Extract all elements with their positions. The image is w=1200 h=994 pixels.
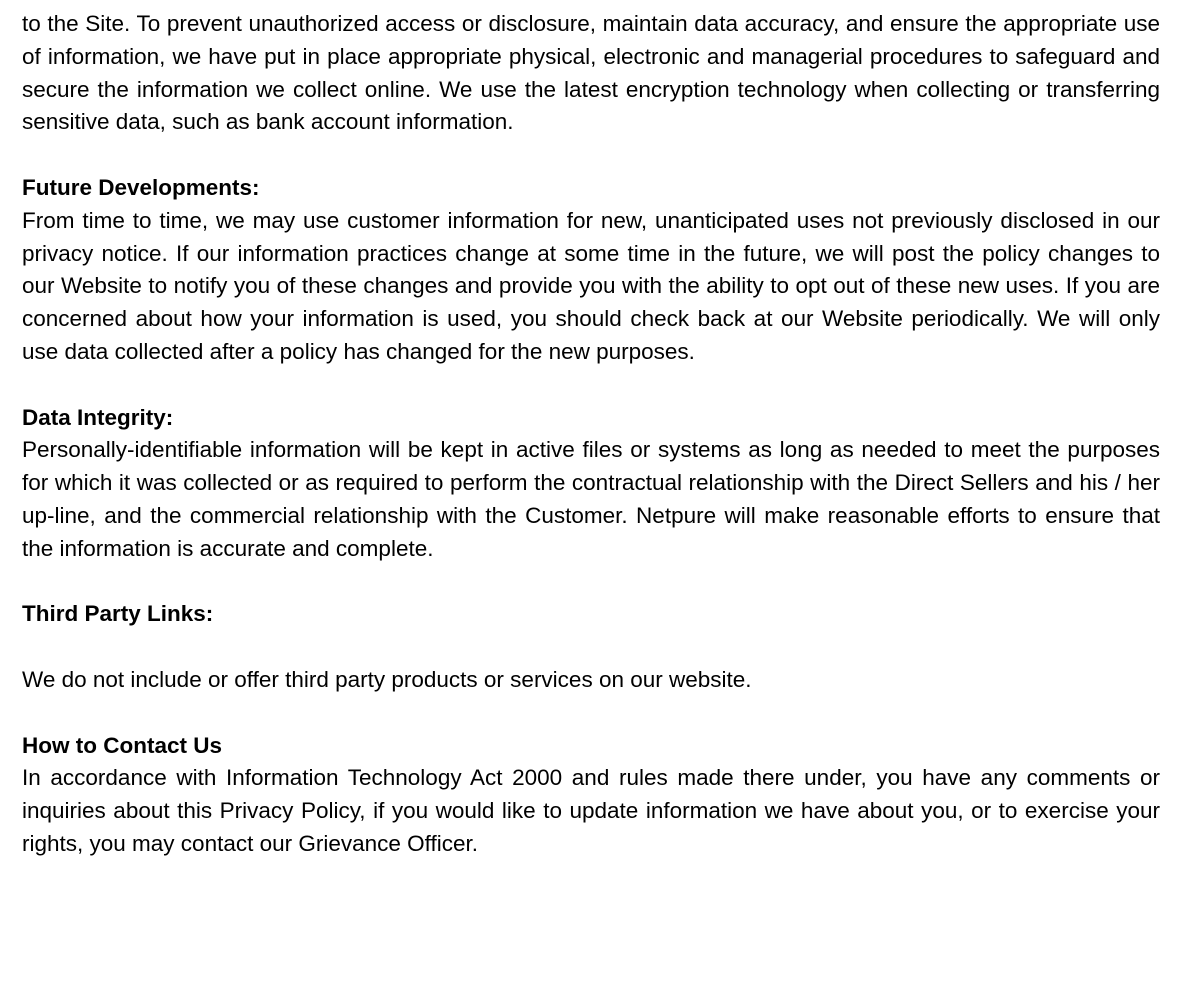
spacer <box>22 631 1160 664</box>
contact-us-paragraph: In accordance with Information Technology Act 2000 and rules made there under, you have any comments or inquiries about this Privacy Policy, if you would like to update information we have about you, or to exercise your rights, you may contact our Grievance Officer. <box>22 765 1160 856</box>
future-developments-paragraph: From time to time, we may use customer information for new, unanticipated uses not previously disclosed in our privacy notice. If our information practices change at some time in the future, we will post the policy changes to our Website to notify you of these changes and provide you with the ability to opt out of these new uses. If you are concerned about how your information is used, you should check back at our Website periodically. We will only use data collected after a policy has changed for the new purposes. <box>22 207 1160 364</box>
intro-paragraph: to the Site. To prevent unauthorized access or disclosure, maintain data accuracy, and ensure the appropriate use of information, we have put in place appropriate physical, electronic and managerial procedures to safeguard and secure the information we collect online. We use the latest encryption technology when collecting or transferring sensitive data, such as bank account information. <box>22 11 1160 135</box>
contact-us-heading: How to Contact Us <box>22 732 222 758</box>
privacy-policy-document <box>22 8 1160 861</box>
data-integrity-paragraph: Personally-identifiable information will be kept in active files or systems as long as needed to meet the purposes for which it was collected or as required to perform the contractual relationship with the Direct Sellers and his / her up-line, and the commercial relationship with the Customer. Netpure will make reasonable efforts to ensure that the information is accurate and complete. <box>22 437 1160 561</box>
spacer <box>22 566 1160 599</box>
third-party-links-heading: Third Party Links: <box>22 601 214 627</box>
third-party-links-paragraph: We do not include or offer third party products or services on our website. <box>22 666 752 692</box>
data-integrity-heading: Data Integrity: <box>22 404 174 430</box>
spacer <box>22 139 1160 172</box>
spacer <box>22 697 1160 730</box>
future-developments-heading: Future Developments: <box>22 174 260 200</box>
spacer <box>22 369 1160 402</box>
